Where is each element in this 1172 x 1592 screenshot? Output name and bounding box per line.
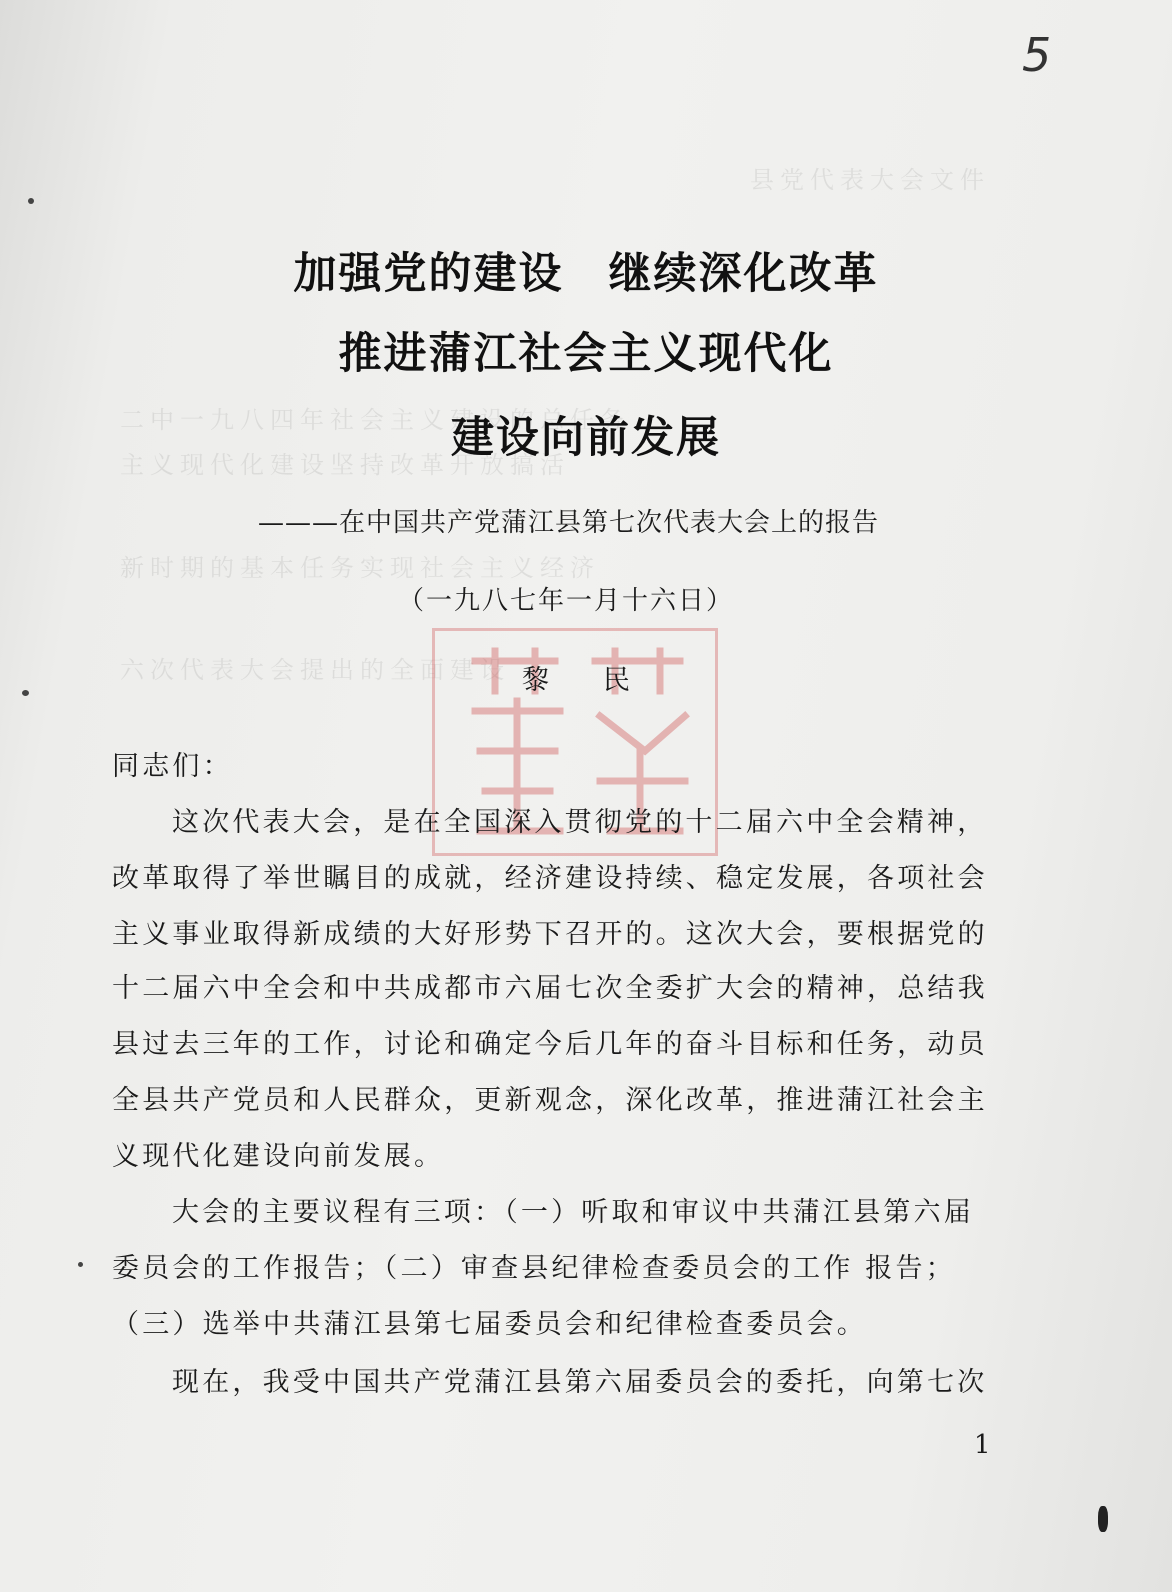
bleed-through-text: 二中一九八四年社会主义建设的总任务 [120, 406, 630, 434]
subtitle: ———在中国共产党蒲江县第七次代表大会上的报告 [258, 508, 880, 538]
bleed-through-text: 主义现代化建设坚持改革开放搞活 [120, 451, 570, 479]
paragraph-1-line: 这次代表大会，是在全国深入贯彻党的十二届六中全会精神， [172, 807, 988, 838]
bleed-through-text: 六次代表大会提出的全面建设 [120, 656, 510, 684]
scan-speck [1098, 1506, 1108, 1532]
paragraph-1-line: 全县共产党员和人民群众，更新观念，深化改革，推进蒲江社会主 [112, 1085, 988, 1116]
handwritten-page-number: 5 [1022, 28, 1052, 82]
paragraph-1-line: 主义事业取得新成绩的大好形势下召开的。这次大会，要根据党的 [112, 919, 988, 950]
bleed-through-text: 县党代表大会文件 [750, 166, 990, 194]
scan-speck [28, 198, 34, 204]
paragraph-1-line: 县过去三年的工作，讨论和确定今后几年的奋斗目标和任务，动员 [112, 1029, 988, 1060]
paragraph-1-line: 十二届六中全会和中共成都市六届七次全委扩大会的精神，总结我 [112, 973, 988, 1004]
paragraph-3-line: 现在，我受中国共产党蒲江县第六届委员会的委托，向第七次 [172, 1367, 988, 1398]
paragraph-2-line: 大会的主要议程有三项：（一）听取和审议中共蒲江县第六届 [172, 1197, 974, 1228]
bleed-through-text: 新时期的基本任务实现社会主义经济 [120, 554, 600, 582]
scan-speck [78, 1262, 83, 1267]
page-number: 1 [974, 1430, 991, 1460]
paragraph-1-line: 义现代化建设向前发展。 [112, 1141, 445, 1172]
paragraph-2-line: （三）选举中共蒲江县第七届委员会和纪律检查委员会。 [112, 1309, 867, 1340]
title-line-3: 建设向前发展 [451, 413, 721, 463]
salutation: 同志们： [112, 751, 233, 782]
title-line-1: 加强党的建设 继续深化改革 [293, 249, 879, 299]
paragraph-2-line: 委员会的工作报告；（二）审查县纪律检查委员会的工作 报告； [112, 1253, 956, 1284]
scan-speck [22, 690, 29, 696]
paragraph-1-line: 改革取得了举世瞩目的成就，经济建设持续、稳定发展，各项社会 [112, 863, 988, 894]
report-date: （一九八七年一月十六日） [398, 586, 735, 616]
author-name: 黎民 [522, 665, 684, 696]
title-line-2: 推进蒲江社会主义现代化 [338, 329, 834, 379]
